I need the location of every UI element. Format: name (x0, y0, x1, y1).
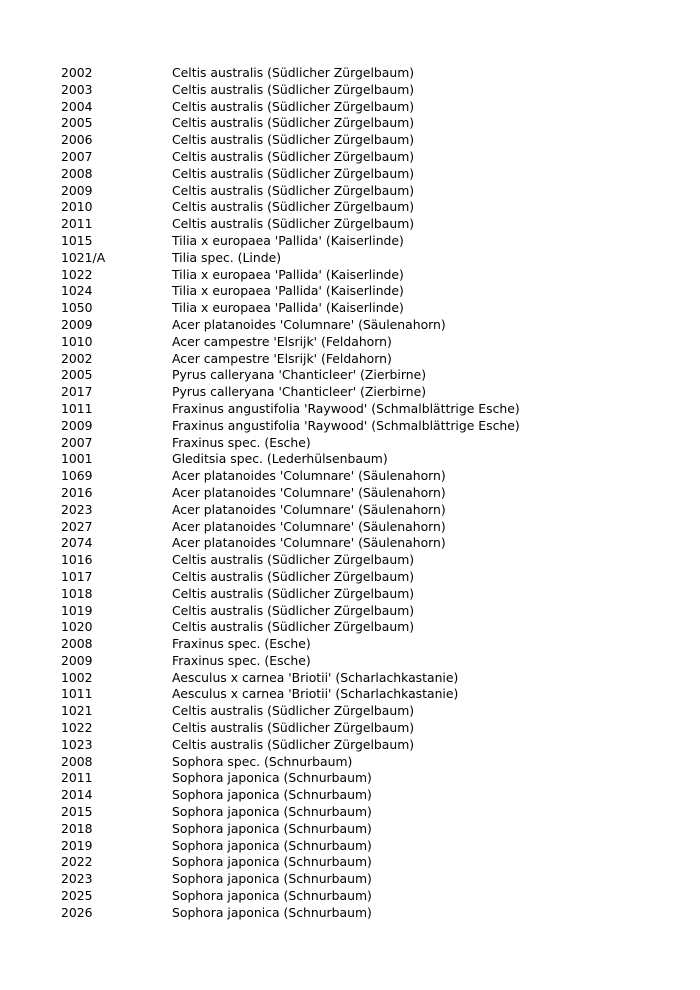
tree-species: Celtis australis (Südlicher Zürgelbaum) (172, 98, 415, 114)
tree-species: Celtis australis (Südlicher Zürgelbaum) (172, 619, 415, 635)
tree-number: 2014 (61, 787, 93, 803)
tree-species: Aesculus x carnea 'Briotii' (Scharlachkastanie) (172, 686, 459, 702)
tree-number: 1022 (61, 720, 93, 736)
tree-row (61, 99, 661, 116)
tree-row (61, 401, 661, 418)
tree-species: Gleditsia spec. (Lederhülsenbaum) (172, 451, 388, 467)
tree-number: 2007 (61, 434, 93, 450)
tree-number: 2027 (61, 518, 93, 534)
tree-species: Sophora japonica (Schnurbaum) (172, 871, 372, 887)
tree-row (61, 435, 661, 452)
tree-species: Fraxinus spec. (Esche) (172, 636, 311, 652)
tree-species: Sophora japonica (Schnurbaum) (172, 787, 372, 803)
tree-number: 1016 (61, 552, 93, 568)
tree-species: Pyrus calleryana 'Chanticleer' (Zierbirne) (172, 384, 427, 400)
tree-row (61, 166, 661, 183)
tree-number: 2023 (61, 501, 93, 517)
tree-row (61, 636, 661, 653)
tree-row (61, 754, 661, 771)
tree-number: 2017 (61, 384, 93, 400)
tree-number: 2015 (61, 804, 93, 820)
tree-species: Celtis australis (Südlicher Zürgelbaum) (172, 216, 415, 232)
tree-species: Celtis australis (Südlicher Zürgelbaum) (172, 568, 415, 584)
tree-number: 1011 (61, 400, 93, 416)
tree-row (61, 367, 661, 384)
tree-row (61, 451, 661, 468)
tree-number: 1017 (61, 568, 93, 584)
tree-number: 2005 (61, 367, 93, 383)
tree-row (61, 888, 661, 905)
tree-species: Tilia x europaea 'Pallida' (Kaiserlinde) (172, 300, 404, 316)
tree-row (61, 351, 661, 368)
tree-list (61, 65, 661, 922)
tree-row (61, 871, 661, 888)
tree-row (61, 65, 661, 82)
tree-species: Celtis australis (Südlicher Zürgelbaum) (172, 736, 415, 752)
tree-row (61, 653, 661, 670)
tree-row (61, 586, 661, 603)
tree-number: 2008 (61, 165, 93, 181)
tree-number: 1011 (61, 686, 93, 702)
tree-row (61, 384, 661, 401)
tree-species: Acer campestre 'Elsrijk' (Feldahorn) (172, 350, 392, 366)
tree-number: 1019 (61, 602, 93, 618)
tree-species: Acer platanoides 'Columnare' (Säulenahorn) (172, 468, 446, 484)
tree-species: Celtis australis (Südlicher Zürgelbaum) (172, 182, 415, 198)
tree-row (61, 82, 661, 99)
tree-number: 2011 (61, 770, 93, 786)
tree-row (61, 233, 661, 250)
tree-species: Sophora japonica (Schnurbaum) (172, 804, 372, 820)
tree-row (61, 770, 661, 787)
tree-number: 2022 (61, 854, 93, 870)
tree-row (61, 199, 661, 216)
tree-row (61, 283, 661, 300)
tree-species: Fraxinus angustifolia 'Raywood' (Schmalblättrige Esche) (172, 400, 520, 416)
tree-number: 2009 (61, 182, 93, 198)
tree-number: 2011 (61, 216, 93, 232)
tree-row (61, 535, 661, 552)
tree-species: Sophora japonica (Schnurbaum) (172, 837, 372, 853)
tree-species: Acer platanoides 'Columnare' (Säulenahorn) (172, 501, 446, 517)
tree-number: 2004 (61, 98, 93, 114)
tree-species: Acer platanoides 'Columnare' (Säulenahorn) (172, 535, 446, 551)
tree-number: 1022 (61, 266, 93, 282)
tree-row (61, 854, 661, 871)
tree-number: 1010 (61, 333, 93, 349)
tree-row (61, 552, 661, 569)
tree-number: 2002 (61, 350, 93, 366)
tree-number: 2019 (61, 837, 93, 853)
tree-number: 1069 (61, 468, 93, 484)
tree-species: Celtis australis (Südlicher Zürgelbaum) (172, 585, 415, 601)
tree-species: Celtis australis (Südlicher Zürgelbaum) (172, 720, 415, 736)
tree-row (61, 787, 661, 804)
tree-row (61, 619, 661, 636)
tree-row (61, 485, 661, 502)
tree-row (61, 149, 661, 166)
tree-species: Aesculus x carnea 'Briotii' (Scharlachkastanie) (172, 669, 459, 685)
tree-row (61, 737, 661, 754)
tree-number: 2009 (61, 417, 93, 433)
tree-number: 2009 (61, 652, 93, 668)
tree-row (61, 720, 661, 737)
tree-species: Acer platanoides 'Columnare' (Säulenahorn) (172, 316, 446, 332)
tree-species: Acer platanoides 'Columnare' (Säulenahorn) (172, 518, 446, 534)
tree-row (61, 317, 661, 334)
tree-number: 1021/A (61, 249, 106, 265)
tree-species: Fraxinus angustifolia 'Raywood' (Schmalblättrige Esche) (172, 417, 520, 433)
tree-number: 2009 (61, 316, 93, 332)
tree-number: 2008 (61, 753, 93, 769)
tree-number: 1050 (61, 300, 93, 316)
tree-number: 2023 (61, 871, 93, 887)
tree-number: 2026 (61, 904, 93, 920)
tree-row (61, 267, 661, 284)
tree-number: 2002 (61, 65, 93, 80)
tree-row (61, 821, 661, 838)
tree-row (61, 300, 661, 317)
tree-species: Fraxinus spec. (Esche) (172, 434, 311, 450)
tree-species: Tilia x europaea 'Pallida' (Kaiserlinde) (172, 232, 404, 248)
tree-number: 1023 (61, 736, 93, 752)
tree-row (61, 468, 661, 485)
tree-row (61, 603, 661, 620)
tree-species: Sophora spec. (Schnurbaum) (172, 753, 353, 769)
tree-row (61, 250, 661, 267)
tree-number: 2018 (61, 820, 93, 836)
tree-row (61, 183, 661, 200)
tree-number: 1015 (61, 232, 93, 248)
tree-number: 2003 (61, 81, 93, 97)
tree-row (61, 703, 661, 720)
tree-number: 1018 (61, 585, 93, 601)
tree-number: 2025 (61, 888, 93, 904)
tree-row (61, 216, 661, 233)
tree-species: Fraxinus spec. (Esche) (172, 652, 311, 668)
tree-species: Celtis australis (Südlicher Zürgelbaum) (172, 703, 415, 719)
tree-species: Celtis australis (Südlicher Zürgelbaum) (172, 552, 415, 568)
tree-species: Sophora japonica (Schnurbaum) (172, 904, 372, 920)
tree-number: 2008 (61, 636, 93, 652)
tree-row (61, 519, 661, 536)
tree-species: Acer platanoides 'Columnare' (Säulenahorn) (172, 484, 446, 500)
tree-species: Celtis australis (Südlicher Zürgelbaum) (172, 199, 415, 215)
tree-species: Celtis australis (Südlicher Zürgelbaum) (172, 115, 415, 131)
tree-row (61, 418, 661, 435)
tree-species: Acer campestre 'Elsrijk' (Feldahorn) (172, 333, 392, 349)
tree-row (61, 132, 661, 149)
tree-number: 1021 (61, 703, 93, 719)
tree-number: 2010 (61, 199, 93, 215)
tree-species: Celtis australis (Südlicher Zürgelbaum) (172, 148, 415, 164)
tree-number: 1020 (61, 619, 93, 635)
tree-species: Tilia x europaea 'Pallida' (Kaiserlinde) (172, 266, 404, 282)
tree-species: Pyrus calleryana 'Chanticleer' (Zierbirne) (172, 367, 427, 383)
tree-number: 2005 (61, 115, 93, 131)
tree-row (61, 115, 661, 132)
tree-number: 2074 (61, 535, 93, 551)
tree-species: Celtis australis (Südlicher Zürgelbaum) (172, 602, 415, 618)
tree-number: 1001 (61, 451, 93, 467)
tree-number: 2016 (61, 484, 93, 500)
tree-row (61, 569, 661, 586)
tree-row (61, 905, 661, 922)
tree-species: Sophora japonica (Schnurbaum) (172, 820, 372, 836)
tree-species: Sophora japonica (Schnurbaum) (172, 854, 372, 870)
tree-row (61, 670, 661, 687)
tree-number: 2007 (61, 148, 93, 164)
tree-species: Tilia spec. (Linde) (172, 249, 282, 265)
tree-species: Celtis australis (Südlicher Zürgelbaum) (172, 132, 415, 148)
tree-species: Celtis australis (Südlicher Zürgelbaum) (172, 165, 415, 181)
tree-number: 1002 (61, 669, 93, 685)
tree-row (61, 804, 661, 821)
tree-row (61, 838, 661, 855)
tree-species: Tilia x europaea 'Pallida' (Kaiserlinde) (172, 283, 404, 299)
tree-row (61, 334, 661, 351)
tree-species: Sophora japonica (Schnurbaum) (172, 888, 372, 904)
tree-number: 1024 (61, 283, 93, 299)
tree-species: Celtis australis (Südlicher Zürgelbaum) (172, 65, 415, 80)
tree-number: 2006 (61, 132, 93, 148)
tree-species: Sophora japonica (Schnurbaum) (172, 770, 372, 786)
tree-species: Celtis australis (Südlicher Zürgelbaum) (172, 81, 415, 97)
tree-row (61, 502, 661, 519)
tree-row (61, 686, 661, 703)
